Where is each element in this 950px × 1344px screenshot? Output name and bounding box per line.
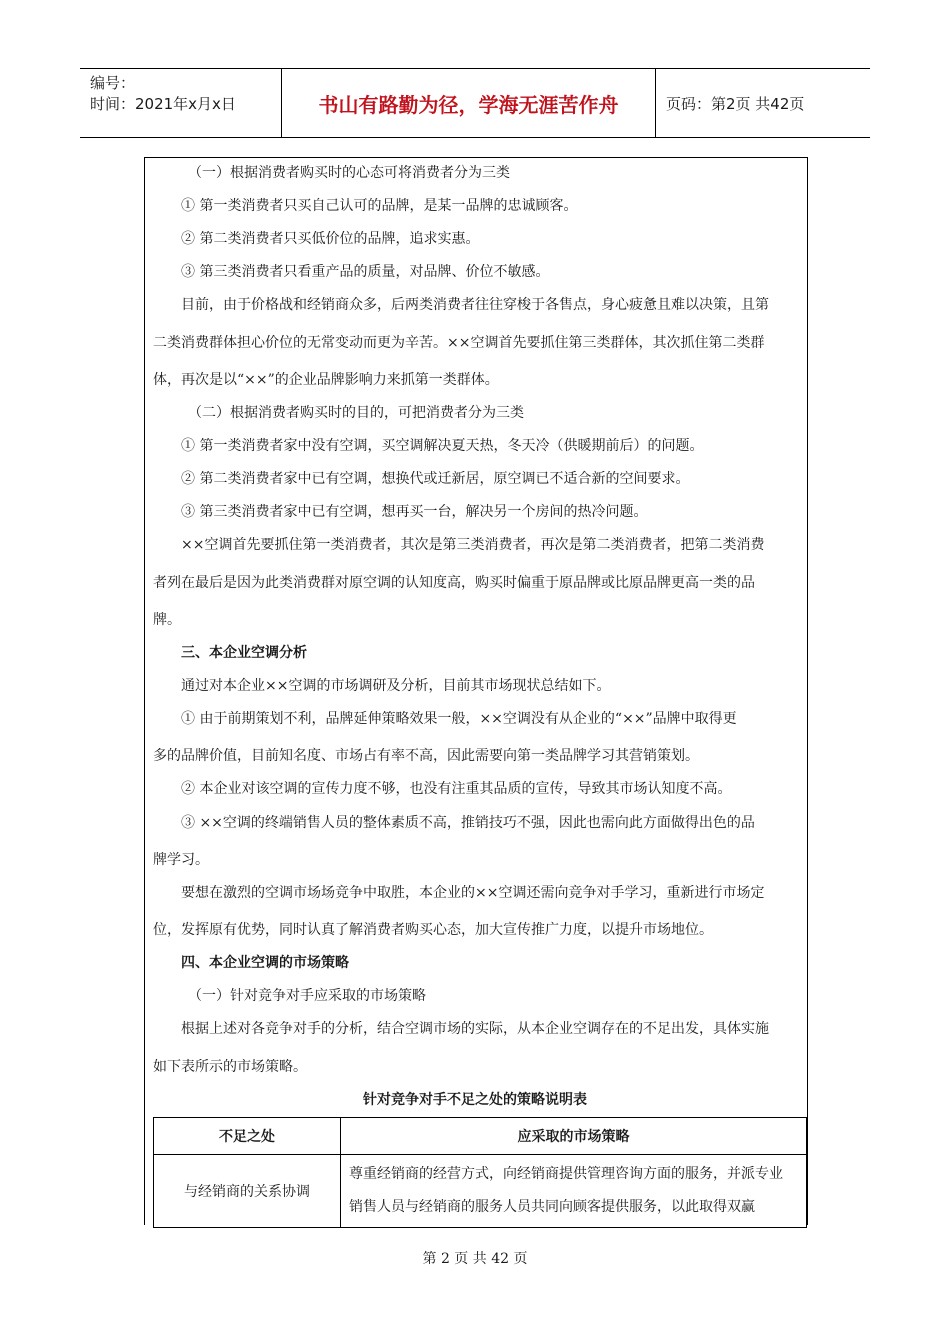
column-header-issue: 不足之处 [154,1118,341,1155]
list-item: ② 第二类消费者家中已有空调，想换代或迁新居，原空调已不适合新的空间要求。 [181,471,690,487]
list-item: ③ ××空调的终端销售人员的整体素质不高，推销技巧不强，因此也需向此方面做得出色的品 [181,815,755,831]
paragraph-line: 牌。 [153,612,181,628]
section-subheading: （一）针对竞争对手应采取的市场策略 [188,988,426,1004]
list-item: ① 由于前期策划不利，品牌延伸策略效果一般，××空调没有从企业的“××”品牌中取得更 [181,711,737,727]
document-date-label: 时间：2021年x月x日 [90,95,236,113]
strategy-table [153,1117,807,1228]
section-heading: 三、本企业空调分析 [181,645,307,661]
paragraph-line: 目前，由于价格战和经销商众多，后两类消费者往往穿梭于各售点，身心疲惫且难以决策，且第 [181,297,769,313]
paragraph-line: 体，再次是以“××”的企业品牌影响力来抓第一类群体。 [153,372,499,388]
paragraph-line: 位，发挥原有优势，同时认真了解消费者购买心态，加大宣传推广力度，以提升市场地位。 [153,922,713,938]
table-caption: 针对竞争对手不足之处的策略说明表 [363,1092,587,1108]
header-meta [80,69,282,137]
table-row [154,1155,807,1228]
paragraph-line: 牌学习。 [153,852,209,868]
paragraph-line: 如下表所示的市场策略。 [153,1059,307,1075]
table-cell-issue: 与经销商的关系协调 [154,1155,341,1228]
list-item: ② 第二类消费者只买低价位的品牌，追求实惠。 [181,231,480,247]
paragraph-line: ××空调首先要抓住第一类消费者，其次是第三类消费者，再次是第二类消费者，把第二类消费 [181,537,765,553]
table-cell-strategy [341,1155,807,1228]
list-item: ① 第一类消费者家中没有空调，买空调解决夏天热，冬天冷（供暖期前后）的问题。 [181,438,704,454]
list-item: ② 本企业对该空调的宣传力度不够，也没有注重其品质的宣传，导致其市场认知度不高。 [181,781,732,797]
strategy-line: 尊重经销商的经营方式，向经销商提供管理咨询方面的服务，并派专业 [349,1166,783,1182]
list-item: ③ 第三类消费者只看重产品的质量，对品牌、价位不敏感。 [181,264,550,280]
page-header [80,68,870,138]
table-header-row [154,1118,807,1155]
strategy-line: 销售人员与经销商的服务人员共同向顾客提供服务，以此取得双赢 [349,1199,755,1215]
header-page-info: 页码：第2页 共42页 [666,94,805,113]
section-heading: 四、本企业空调的市场策略 [181,955,349,971]
section-subheading: （一）根据消费者购买时的心态可将消费者分为三类 [188,165,510,181]
paragraph-line: 多的品牌价值，目前知名度、市场占有率不高，因此需要向第一类品牌学习其营销策划。 [153,748,699,764]
list-item: ① 第一类消费者只买自己认可的品牌，是某一品牌的忠诚顾客。 [181,198,578,214]
page-footer: 第 2 页 共 42 页 [422,1251,528,1267]
section-subheading: （二）根据消费者购买时的目的，可把消费者分为三类 [188,405,524,421]
document-number-label: 编号： [90,74,136,92]
list-item: ③ 第三类消费者家中已有空调，想再买一台，解决另一个房间的热冷问题。 [181,504,648,520]
paragraph-line: 通过对本企业××空调的市场调研及分析，目前其市场现状总结如下。 [181,678,611,694]
paragraph-line: 二类消费群体担心价位的无常变动而更为辛苦。××空调首先要抓住第三类群体，其次抓住第二类群 [153,335,765,351]
paragraph-line: 要想在激烈的空调市场场竞争中取胜，本企业的××空调还需向竞争对手学习，重新进行市场定 [181,885,765,901]
paragraph-line: 者列在最后是因为此类消费群对原空调的认知度高，购买时偏重于原品牌或比原品牌更高一类的品 [153,575,755,591]
column-header-strategy: 应采取的市场策略 [341,1118,807,1155]
paragraph-line: 根据上述对各竞争对手的分析，结合空调市场的实际，从本企业空调存在的不足出发，具体实施 [181,1021,769,1037]
header-motto: 书山有路勤为径，学海无涯苦作舟 [282,69,656,137]
